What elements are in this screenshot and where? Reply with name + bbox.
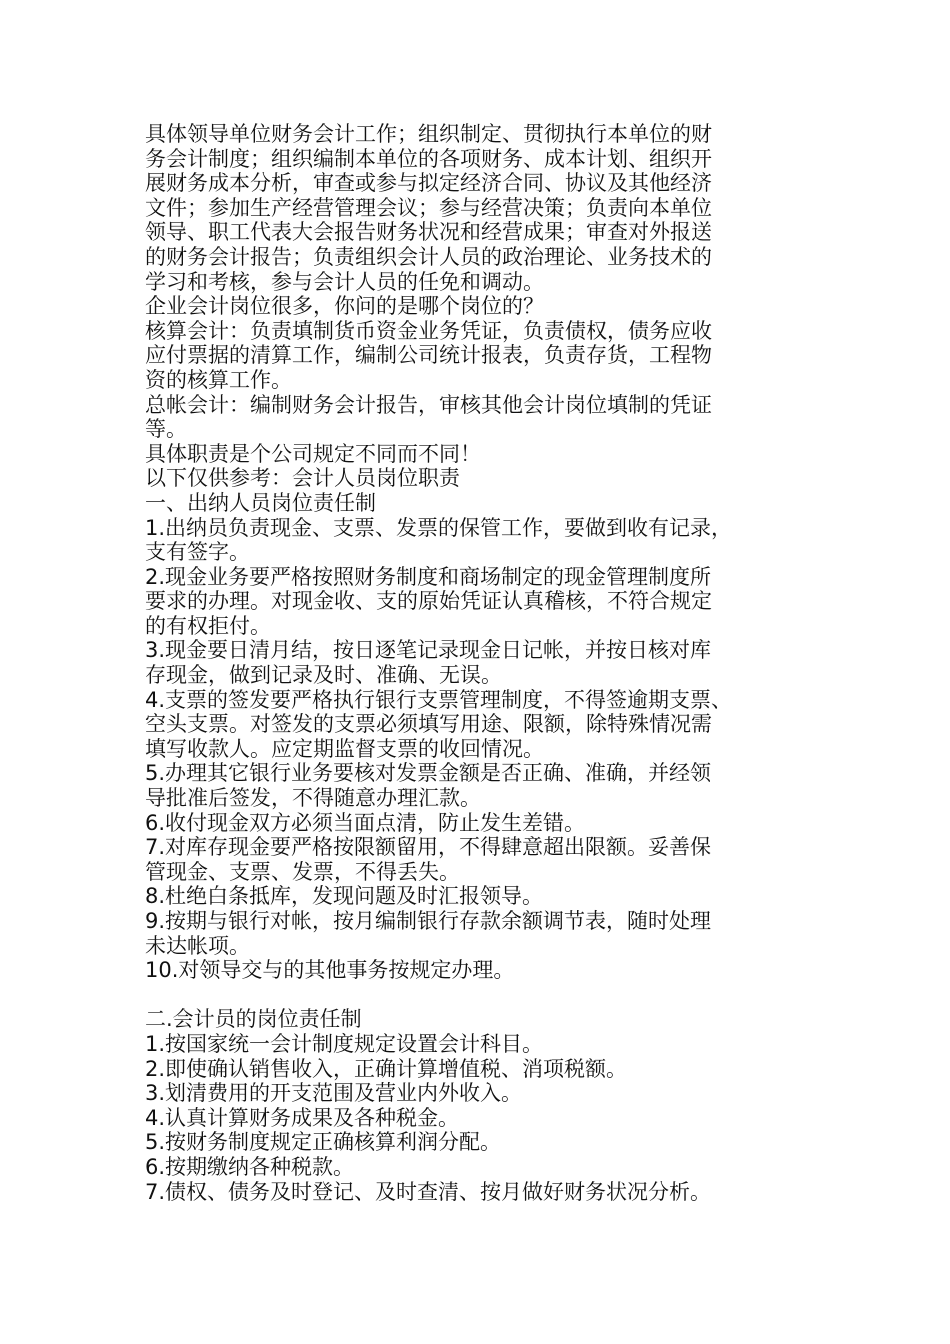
text-line: 展财务成本分析，审查或参与拟定经济合同、协议及其他经济 xyxy=(145,171,712,196)
text-line: 3.划清费用的开支范围及营业内外收入。 xyxy=(145,1081,523,1106)
section2-item-4 xyxy=(145,1106,835,1131)
intro-paragraph xyxy=(145,122,835,294)
text-line: 7.对库存现金要严格按限额留用，不得肆意超出限额。妥善保 xyxy=(145,835,712,860)
section2-item-1 xyxy=(145,1032,835,1057)
text-line: 4.支票的签发要严格执行银行支票管理制度，不得签逾期支票、 xyxy=(145,687,733,712)
question-paragraph xyxy=(145,294,835,319)
section1-item-3 xyxy=(145,638,835,687)
text-line: 6.按期缴纳各种税款。 xyxy=(145,1154,355,1179)
text-line: 1.按国家统一会计制度规定设置会计科目。 xyxy=(145,1031,544,1056)
text-line: 文件；参加生产经营管理会议；参与经营决策；负责向本单位 xyxy=(145,195,712,220)
text-line: 学习和考核，参与会计人员的任免和调动。 xyxy=(145,269,544,294)
text-line: 8.杜绝白条抵库，发现问题及时汇报领导。 xyxy=(145,884,544,909)
section1-item-7 xyxy=(145,835,835,884)
text-line: 3.现金要日清月结，按日逐笔记录现金日记帐，并按日核对库 xyxy=(145,638,712,663)
section1-item-10 xyxy=(145,958,835,983)
zongzhang-paragraph xyxy=(145,393,835,442)
section1-item-6 xyxy=(145,811,835,836)
section1-item-4 xyxy=(145,688,835,762)
text-line: 存现金，做到记录及时、准确、无误。 xyxy=(145,663,502,688)
text-line: 2.现金业务要严格按照财务制度和商场制定的现金管理制度所 xyxy=(145,564,712,589)
text-line: 4.认真计算财务成果及各种税金。 xyxy=(145,1105,460,1130)
reference-paragraph xyxy=(145,466,835,491)
section1-item-1 xyxy=(145,516,835,565)
text-line: 5.按财务制度规定正确核算利润分配。 xyxy=(145,1130,502,1155)
section1-heading xyxy=(145,491,835,516)
text-line: 应付票据的清算工作，编制公司统计报表，负责存货，工程物 xyxy=(145,343,712,368)
section2-item-2 xyxy=(145,1057,835,1082)
text-line: 资的核算工作。 xyxy=(145,367,292,392)
section-title: 一、出纳人员岗位责任制 xyxy=(145,490,376,515)
text-line: 7.债权、债务及时登记、及时查清、按月做好财务状况分析。 xyxy=(145,1179,712,1204)
text-line: 未达帐项。 xyxy=(145,933,250,958)
text-line: 等。 xyxy=(145,417,187,442)
text-line: 10.对领导交与的其他事务按规定办理。 xyxy=(145,958,515,983)
text-line: 2.即使确认销售收入，正确计算增值税、消项税额。 xyxy=(145,1056,628,1081)
text-line: 1.出纳员负责现金、支票、发票的保管工作，要做到收有记录， xyxy=(145,515,733,540)
section2-heading xyxy=(145,1007,835,1032)
section2-item-3 xyxy=(145,1081,835,1106)
text-line: 6.收付现金双方必须当面点清，防止发生差错。 xyxy=(145,810,586,835)
text-line: 支有签字。 xyxy=(145,540,250,565)
section-title: 二.会计员的岗位责任制 xyxy=(145,1007,362,1032)
text-line: 导批准后签发，不得随意办理汇款。 xyxy=(145,786,481,811)
section1-item-5 xyxy=(145,761,835,810)
text-line: 的有权拒付。 xyxy=(145,613,271,638)
text-line: 空头支票。对签发的支票必须填写用途、限额，除特殊情况需 xyxy=(145,712,712,737)
section1-item-9 xyxy=(145,909,835,958)
blank-line xyxy=(145,983,835,1008)
text-line: 填写收款人。应定期监督支票的收回情况。 xyxy=(145,736,544,761)
text-line: 以下仅供参考：会计人员岗位职责 xyxy=(145,466,460,491)
text-line: 领导、职工代表大会报告财务状况和经营成果；审查对外报送 xyxy=(145,220,712,245)
document-page xyxy=(145,122,835,1204)
text-line: 总帐会计：编制财务会计报告，审核其他会计岗位填制的凭证 xyxy=(145,392,712,417)
text-line: 管现金、支票、发票，不得丢失。 xyxy=(145,859,460,884)
text-line: 务会计制度；组织编制本单位的各项财务、成本计划、组织开 xyxy=(145,146,712,171)
section2-item-6 xyxy=(145,1155,835,1180)
text-line: 企业会计岗位很多，你问的是哪个岗位的？ xyxy=(145,294,544,319)
hesuan-paragraph xyxy=(145,319,835,393)
text-line: 具体领导单位财务会计工作；组织制定、贯彻执行本单位的财 xyxy=(145,122,712,146)
text-line: 核算会计：负责填制货币资金业务凭证，负责债权，债务应收 xyxy=(145,318,712,343)
text-line: 要求的办理。对现金收、支的原始凭证认真稽核，不符合规定 xyxy=(145,589,712,614)
text-line: 具体职责是个公司规定不同而不同！ xyxy=(145,441,481,466)
text-line: 9.按期与银行对帐，按月编制银行存款余额调节表，随时处理 xyxy=(145,909,712,933)
text-line: 5.办理其它银行业务要核对发票金额是否正确、准确，并经领 xyxy=(145,761,712,786)
text-line: 的财务会计报告；负责组织会计人员的政治理论、业务技术的 xyxy=(145,244,712,269)
section1-item-8 xyxy=(145,884,835,909)
section2-item-7 xyxy=(145,1180,835,1205)
note-paragraph xyxy=(145,442,835,467)
section2-item-5 xyxy=(145,1130,835,1155)
section1-item-2 xyxy=(145,565,835,639)
